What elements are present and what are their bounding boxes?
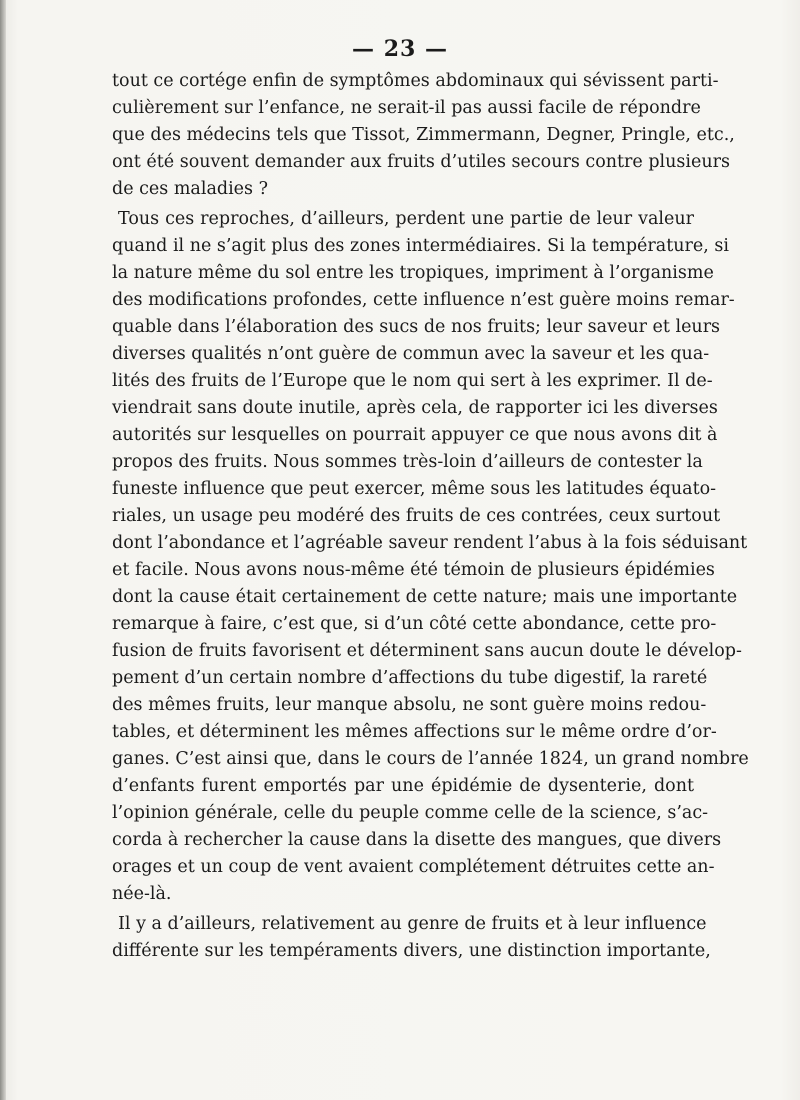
text-line: pement d’un certain nombre d’affections du tube digestif, la rareté xyxy=(112,668,708,688)
text-line: lités des fruits de l’Europe que le nom qui sert à les exprimer. Il de- xyxy=(112,371,713,391)
text-line: funeste influence que peut exercer, même sous les latitudes équato- xyxy=(112,479,717,499)
text-line: la nature même du sol entre les tropiques, impriment à l’organisme xyxy=(112,263,714,283)
text-line: propos des fruits. Nous sommes très-loin d’ailleurs de contester la xyxy=(112,452,703,472)
text-line: autorités sur lesquelles on pourrait appuyer ce que nous avons dit à xyxy=(112,425,718,445)
text-line: différente sur les tempéraments divers, une distinction importante, xyxy=(112,941,711,961)
text-line: remarque à faire, c’est que, si d’un côté cette abondance, cette pro- xyxy=(112,614,717,634)
text-line: d’enfants furent emportés par une épidémie de dysenterie, dont xyxy=(112,776,694,796)
text-line: ganes. C’est ainsi que, dans le cours de l’année 1824, un grand nombre xyxy=(112,749,749,769)
text-line: née-là. xyxy=(112,884,172,904)
text-line: dont la cause était certainement de cette nature; mais une importante xyxy=(112,587,738,607)
text-line: l’opinion générale, celle du peuple comme celle de la science, s’ac- xyxy=(112,803,709,823)
text-line: dont l’abondance et l’agréable saveur rendent l’abus à la fois séduisant xyxy=(112,533,748,553)
text-line: et facile. Nous avons nous-même été témoin de plusieurs épidémies xyxy=(112,560,715,580)
text-line: quand il ne s’agit plus des zones intermédiaires. Si la température, si xyxy=(112,236,729,256)
text-line: des mêmes fruits, leur manque absolu, ne sont guère moins redou- xyxy=(112,695,707,715)
text-line: diverses qualités n’ont guère de commun avec la saveur et les qua- xyxy=(112,344,710,364)
text-line: Tous ces reproches, d’ailleurs, perdent une partie de leur valeur xyxy=(118,209,694,229)
text-line: Il y a d’ailleurs, relativement au genre de fruits et à leur influence xyxy=(118,914,707,934)
text-line: tables, et déterminent les mêmes affections sur le même ordre d’or- xyxy=(112,722,717,742)
text-line: des modifications profondes, cette influence n’est guère moins remar- xyxy=(112,290,735,310)
text-line: fusion de fruits favorisent et déterminent sans aucun doute le dévelop- xyxy=(112,641,742,661)
text-line: quable dans l’élaboration des sucs de nos fruits; leur saveur et leurs xyxy=(112,317,721,337)
text-line: riales, un usage peu modéré des fruits de ces contrées, ceux surtout xyxy=(112,506,721,526)
text-line: ont été souvent demander aux fruits d’utiles secours contre plusieurs xyxy=(112,152,730,172)
text-line: que des médecins tels que Tissot, Zimmermann, Degner, Pringle, etc., xyxy=(112,125,735,145)
text-line: corda à rechercher la cause dans la disette des mangues, que divers xyxy=(112,830,722,850)
page-number: — 23 — xyxy=(352,36,448,62)
text-line: culièrement sur l’enfance, ne serait-il pas aussi facile de répondre xyxy=(112,98,701,118)
text-line: viendrait sans doute inutile, après cela, de rapporter ici les diverses xyxy=(112,398,718,418)
text-line: orages et un coup de vent avaient complétement détruites cette an- xyxy=(112,857,715,877)
text-line: tout ce cortége enfin de symptômes abdominaux qui sévissent parti- xyxy=(112,71,719,91)
text-line: de ces maladies ? xyxy=(112,179,268,199)
